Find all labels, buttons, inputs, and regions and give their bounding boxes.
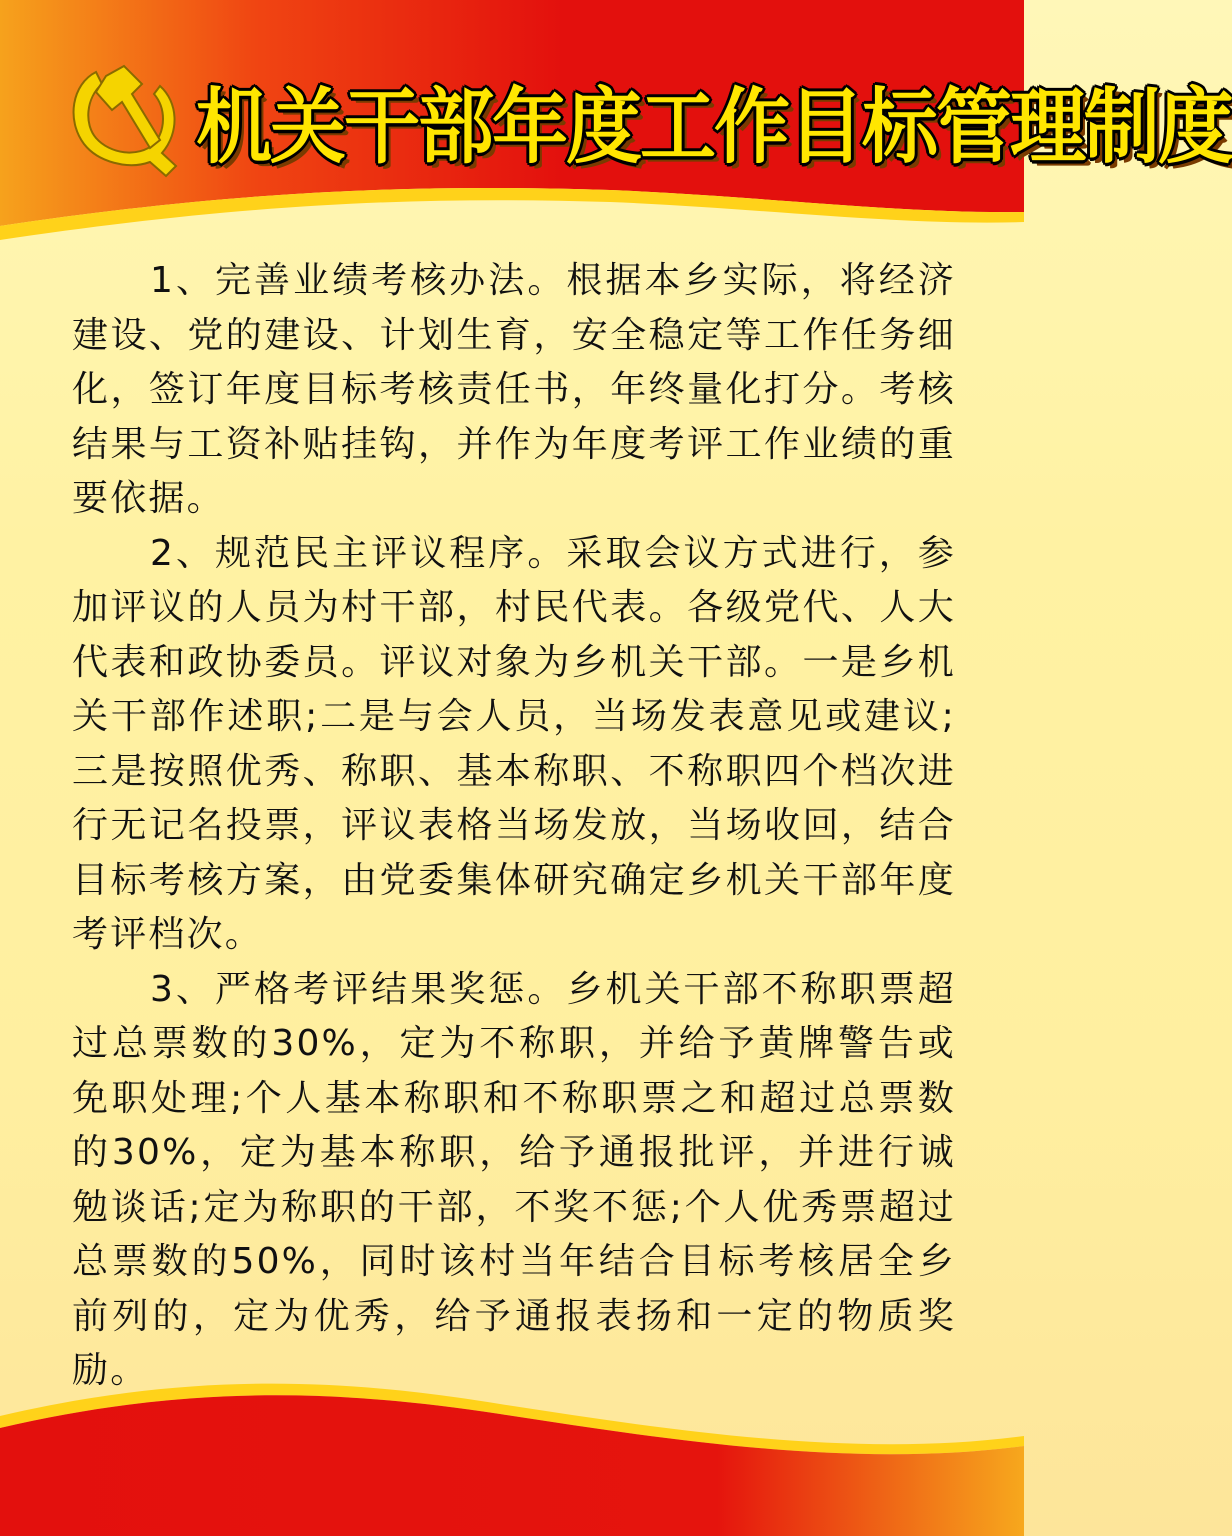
paragraph-1: 1、完善业绩考核办法。根据本乡实际，将经济建设、党的建设、计划生育，安全稳定等工作任务细化，签订年度目标考核责任书，年终量化打分。考核结果与工资补贴挂钩，并作为年度考评工作业绩的重要依据。 [72, 260, 956, 519]
hammer-and-sickle-emblem-icon [62, 58, 184, 180]
page-title: 机关干部年度工作目标管理制度 [196, 78, 1232, 175]
regulation-content [72, 254, 956, 1399]
paragraph-2: 2、规范民主评议程序。采取会议方式进行，参加评议的人员为村干部，村民代表。各级党代、人大代表和政协委员。评议对象为乡机关干部。一是乡机关干部作述职;二是与会人员，当场发表意见或建议;三是按照优秀、称职、基本称职、不称职四个档次进行无记名投票，评议表格当场发放，当场收回，结合目标考核方案，由党委集体研究确定乡机关干部年度考评档次。 [72, 532, 956, 955]
paragraph-3: 3、严格考评结果奖惩。乡机关干部不称职票超过总票数的30%，定为不称职，并给予黄牌警告或免职处理;个人基本称职和不称职票之和超过总票数的30%，定为基本称职，给予通报批评，并进行诚勉谈话;定为称职的干部，不奖不惩;个人优秀票超过总票数的50%，同时该村当年结合目标考核居全乡前列的，定为优秀，给予通报表扬和一定的物质奖励。 [72, 968, 956, 1391]
